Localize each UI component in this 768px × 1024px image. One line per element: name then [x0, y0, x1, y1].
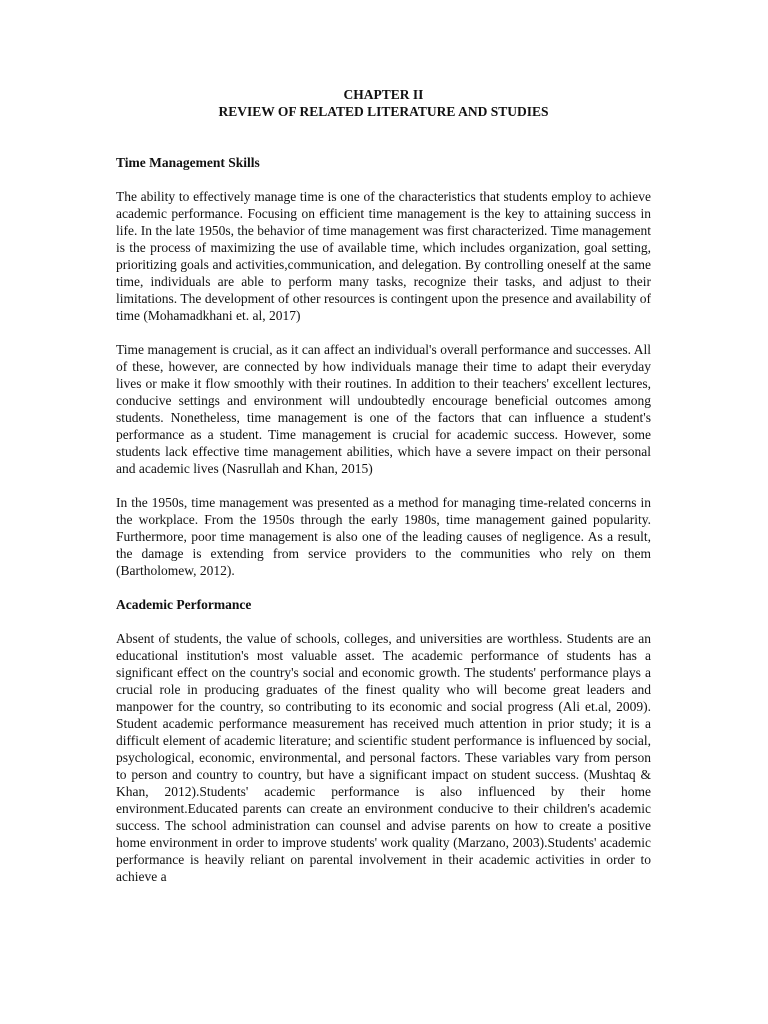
- spacer: [116, 579, 651, 596]
- paragraph: The ability to effectively manage time is one of the characteristics that students employ to achieve academic performance. Focusing on efficient time management is the key to attaining success in life. In the late 1950s, the behavior of time management was first characterized. Time management is the process of maximizing the use of available time, which includes organization, goal setting, prioritizing goals and activities,communication, and delegation. By controlling oneself at the same time, individuals are able to perform many tasks, recognize their tasks, and adjust to their limitations. The development of other resources is contingent upon the presence and availability of time (Mohamadkhani et. al, 2017): [116, 189, 651, 323]
- paragraph: Absent of students, the value of schools, colleges, and universities are worthless. Students are an educational institution's most valuable asset. The academic performance of students has a significant effect on the country's social and economic growth. The students' performance plays a crucial role in producing graduates of the finest quality who will become great leaders and manpower for the country, so contributing to its economic and social progress (Ali et.al, 2009). Student academic performance measurement has received much attention in prior study; it is a difficult element of academic literature; and scientific student performance is influenced by social, psychological, economic, environmental, and personal factors. These variables vary from person to person and country to country, but have a significant impact on student success. (Mushtaq & Khan, 2012).Students' academic performance is also influenced by their home environment.Educated parents can create an environment conducive to their children's academic success. The school administration can counsel and advise parents on how to create a positive home environment in order to improve students' work quality (Marzano, 2003).Students' academic performance is heavily reliant on parental involvement in their academic activities in order to achieve a: [116, 631, 651, 884]
- spacer: [116, 171, 651, 188]
- spacer: [116, 324, 651, 341]
- spacer: [116, 477, 651, 494]
- document-page: [116, 86, 651, 885]
- section-title-academic-performance: Academic Performance: [116, 597, 252, 612]
- chapter-title: REVIEW OF RELATED LITERATURE AND STUDIES: [218, 104, 549, 119]
- chapter-number: CHAPTER II: [343, 87, 424, 102]
- paragraph: Time management is crucial, as it can affect an individual's overall performance and successes. All of these, however, are connected by how individuals manage their time to adapt their everyday lives or make it flow smoothly with their routines. In addition to their teachers' excellent lectures, conducive settings and environment will undoubtedly encourage beneficial outcomes among students. Nonetheless, time management is one of the factors that can influence a student's performance as a student. Time management is crucial for academic success. However, some students lack effective time management abilities, which have a severe impact on their personal and academic lives (Nasrullah and Khan, 2015): [116, 342, 651, 476]
- spacer: [116, 613, 651, 630]
- paragraph: In the 1950s, time management was presented as a method for managing time-related concerns in the workplace. From the 1950s through the early 1980s, time management gained popularity. Furthermore, poor time management is also one of the leading causes of negligence. As a result, the damage is extending from service providers to the communities who rely on them (Bartholomew, 2012).: [116, 495, 651, 578]
- spacer: [116, 120, 651, 154]
- section-title-time-management: Time Management Skills: [116, 155, 260, 170]
